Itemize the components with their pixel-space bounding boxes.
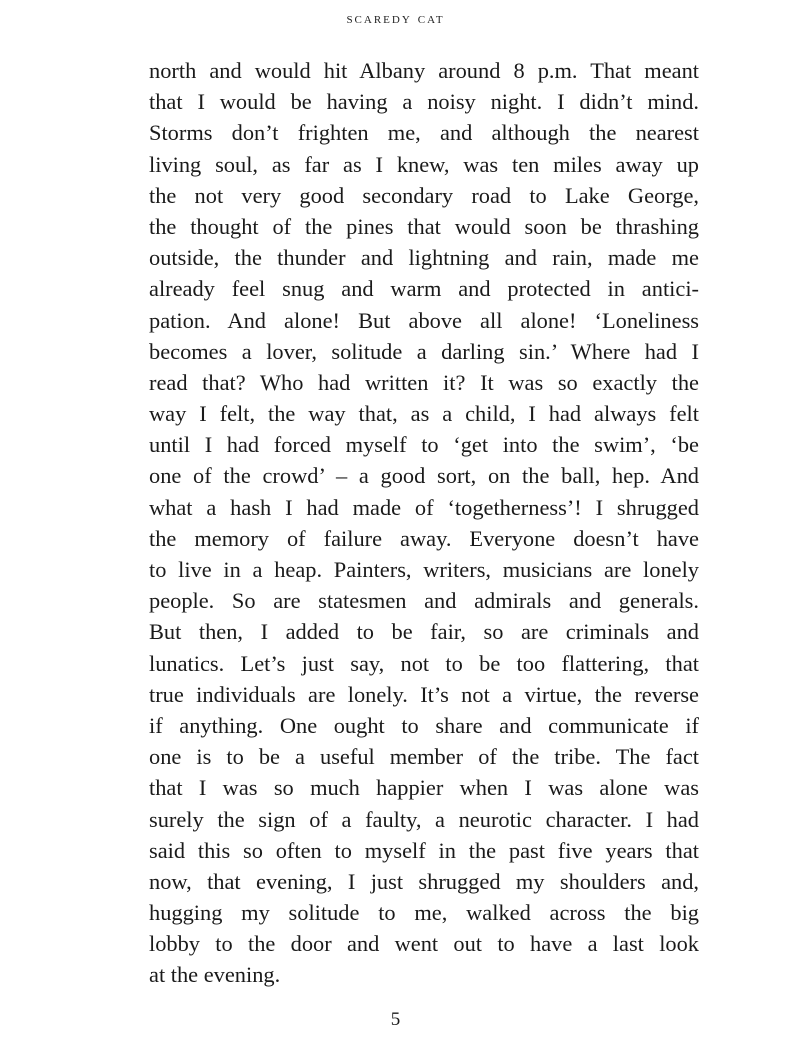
text-line: said this so often to myself in the past five years that: [149, 837, 699, 863]
text-line: Storms don’t frighten me, and although the nearest: [149, 120, 699, 146]
text-line: north and would hit Albany around 8 p.m. That meant: [149, 58, 699, 83]
text-line: But then, I added to be fair, so are criminals and: [149, 619, 699, 645]
text-line: surely the sign of a faulty, a neurotic character. I had: [149, 806, 699, 832]
text-line: to live in a heap. Painters, writers, musicians are lonely: [149, 557, 699, 582]
text-line: hugging my solitude to me, walked across the big: [149, 900, 699, 926]
text-line: one of the crowd’ – a good sort, on the ball, hep. And: [149, 463, 699, 489]
text-line: until I had forced myself to ‘get into the swim’, ‘be: [149, 432, 699, 458]
text-line: pation. And alone! But above all alone! ‘Loneliness: [149, 307, 699, 333]
text-line: already feel snug and warm and protected in antici-: [149, 276, 699, 302]
text-line: at the evening.: [149, 962, 281, 988]
text-line: one is to be a useful member of the tribe. The fact: [149, 744, 699, 770]
text-line: lunatics. Let’s just say, not to be too flattering, that: [149, 650, 699, 676]
body-text: [149, 55, 699, 991]
text-line: outside, the thunder and lightning and rain, made me: [149, 245, 699, 271]
text-line: the not very good secondary road to Lake George,: [149, 182, 699, 208]
text-line: what a hash I had made of ‘togetherness’! I shrugged: [149, 494, 699, 520]
text-line: if anything. One ought to share and communicate if: [149, 712, 699, 738]
text-line: read that? Who had written it? It was so exactly the: [149, 369, 699, 395]
text-line: true individuals are lonely. It’s not a virtue, the reverse: [149, 681, 699, 707]
text-line: lobby to the door and went out to have a last look: [149, 931, 699, 957]
text-line: way I felt, the way that, as a child, I had always felt: [149, 401, 699, 427]
page-number: 5: [390, 1009, 401, 1030]
text-line: living soul, as far as I knew, was ten miles away up: [149, 151, 699, 177]
running-head: scaredy cat: [346, 10, 445, 27]
text-line: now, that evening, I just shrugged my shoulders and,: [149, 868, 699, 894]
text-line: the thought of the pines that would soon be thrashing: [149, 213, 699, 239]
text-line: people. So are statesmen and admirals and generals.: [149, 588, 699, 614]
text-line: the memory of failure away. Everyone doesn’t have: [149, 525, 699, 551]
text-line: that I was so much happier when I was alone was: [149, 775, 699, 801]
text-line: that I would be having a noisy night. I didn’t mind.: [149, 89, 699, 115]
text-line: becomes a lover, solitude a darling sin.’ Where had I: [149, 338, 699, 364]
